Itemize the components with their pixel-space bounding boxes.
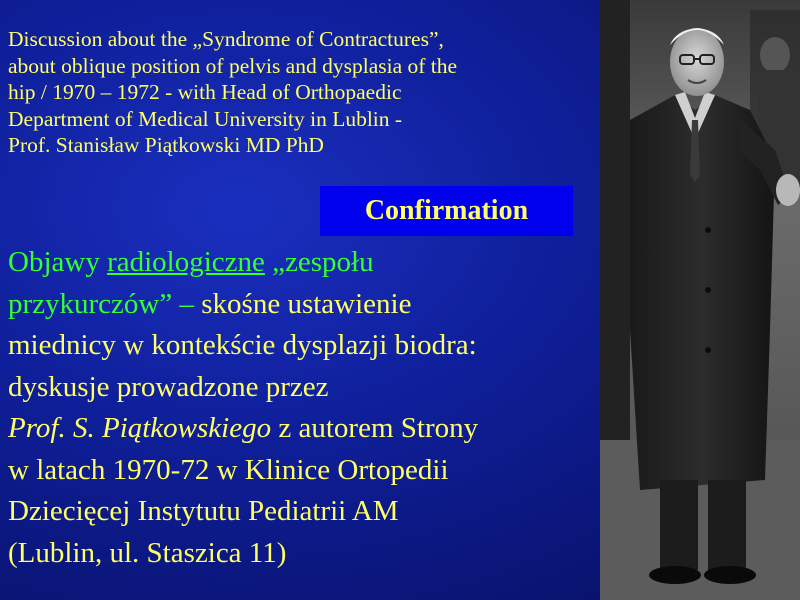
header-caption [8, 26, 598, 159]
confirmation-box [320, 186, 573, 236]
header-line-2: about oblique position of pelvis and dysplasia of the [8, 53, 458, 78]
polish-description [8, 242, 598, 574]
body-line-2-a: przykurczów” – [8, 287, 202, 320]
header-line-3: hip / 1970 – 1972 - with Head of Orthopaedic [8, 80, 402, 104]
body-line-7: Dziecięcej Instytutu Pediatrii AM [8, 495, 399, 527]
body-line-4: dyskusje prowadzone przez [8, 370, 329, 403]
body-line-2 [8, 284, 598, 326]
body-line-5-b: z autorem Strony [271, 412, 479, 444]
confirmation-label: Confirmation [364, 195, 529, 226]
header-line-5: Prof. Stanisław Piątkowski MD PhD [8, 133, 324, 157]
body-line-2-b: skośne ustawienie [201, 287, 412, 320]
body-line-6: w latach 1970-72 w Klinice Ortopedii [8, 453, 449, 486]
body-line-1-c: „zespołu [264, 246, 374, 278]
body-line-1 [8, 242, 598, 284]
body-line-5-a: Prof. S. Piątkowskiego [8, 412, 272, 444]
radiologiczne-link[interactable]: radiologiczne [107, 246, 265, 278]
body-line-3: miednicy w kontekście dysplazji biodra: [8, 329, 477, 361]
header-line-4: Department of Medical University in Lublin - [8, 106, 403, 131]
body-line-5 [8, 408, 598, 450]
header-line-1: Discussion about the „Syndrome of Contractures”, [8, 27, 444, 51]
portrait-photo [600, 0, 800, 600]
body-line-8: (Lublin, ul. Staszica 11) [8, 536, 287, 569]
body-line-1-a: Objawy [8, 246, 108, 278]
